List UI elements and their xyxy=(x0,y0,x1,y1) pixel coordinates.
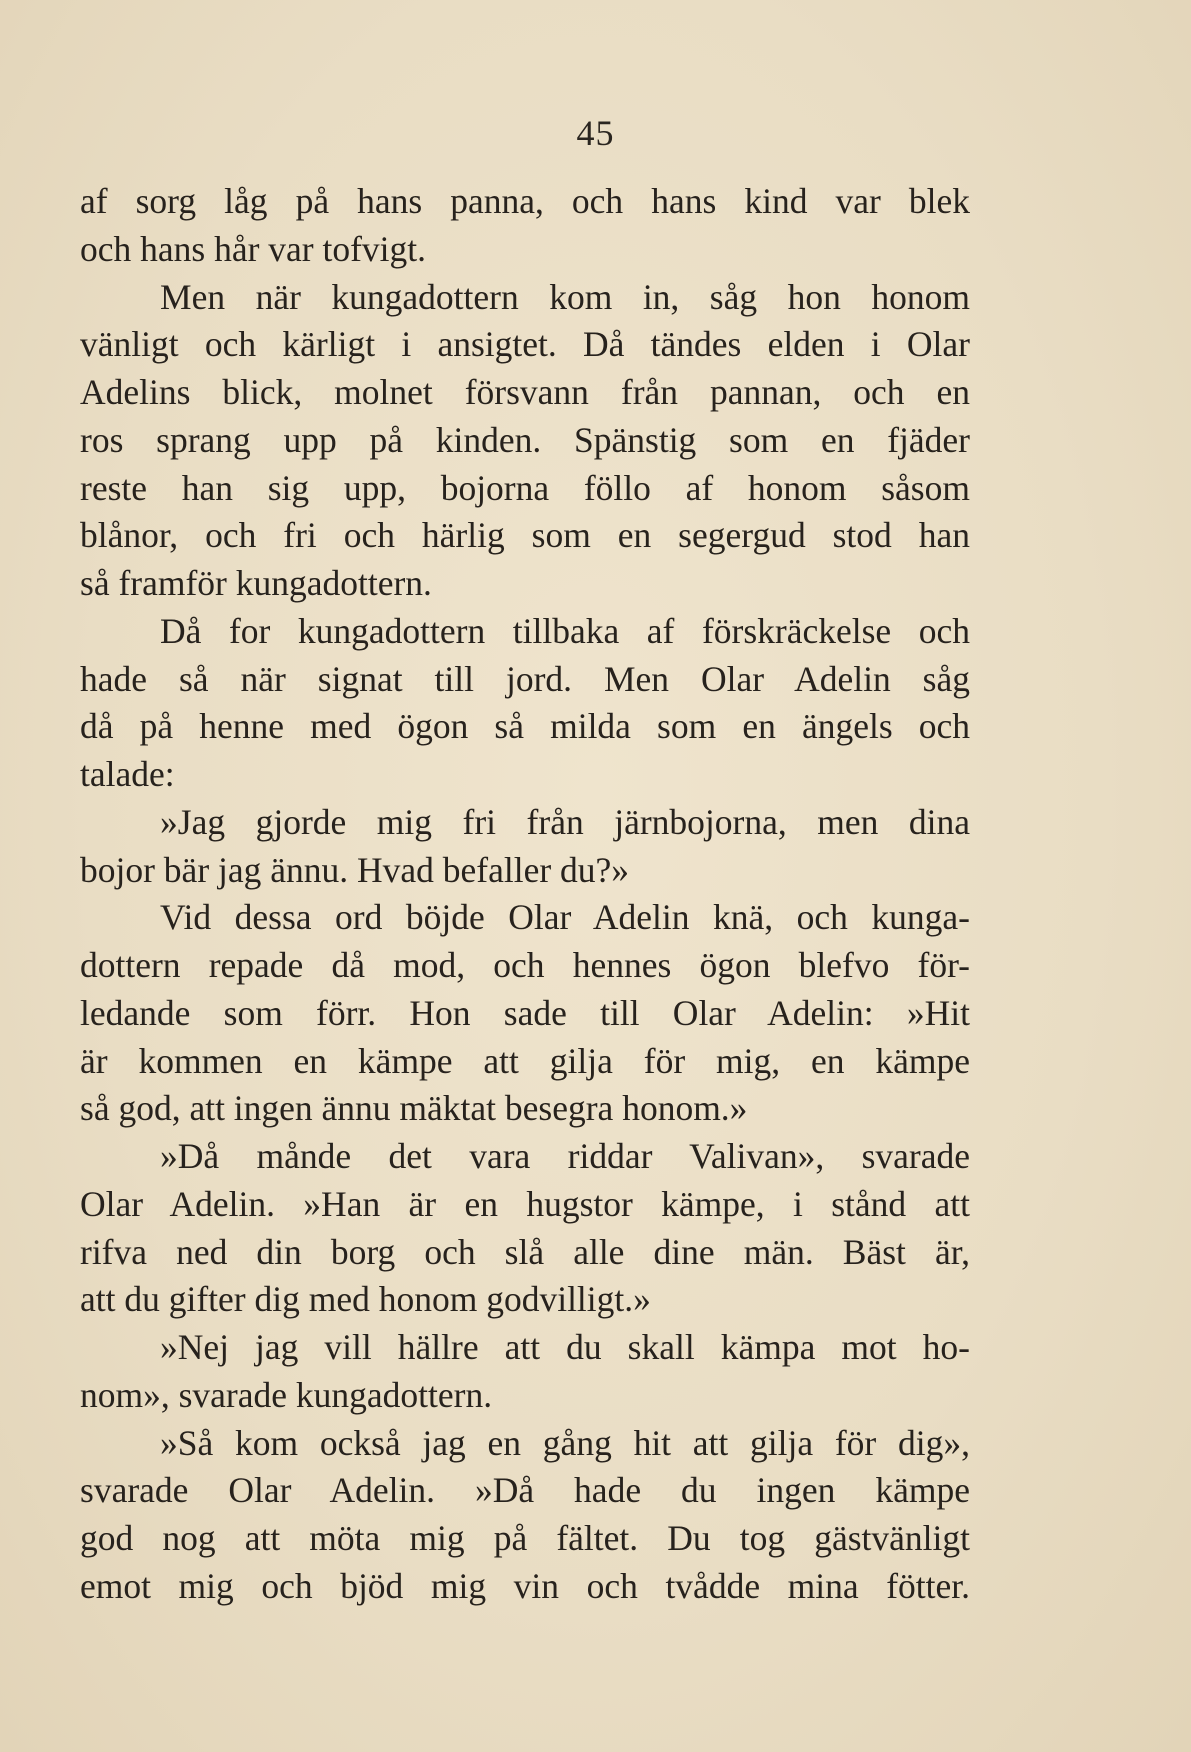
text-line: Vid dessa ord böjde Olar Adelin knä, och kunga- xyxy=(160,897,970,938)
text-line: blånor, och fri och härlig som en segergud stod han xyxy=(80,515,970,556)
text-line: »Jag gjorde mig fri från järnbojorna, men dina xyxy=(160,801,970,842)
body-text xyxy=(80,178,970,1611)
text-line: talade: xyxy=(80,754,175,794)
text-line: »Nej jag vill hällre att du skall kämpa mot ho- xyxy=(160,1327,970,1367)
page-number: 45 xyxy=(576,113,615,153)
text-line: då på henne med ögon så milda som en ängels och xyxy=(80,706,970,747)
text-line: att du gifter dig med honom godvilligt.» xyxy=(80,1279,651,1320)
text-line: Adelins blick, molnet försvann från pannan, och en xyxy=(80,372,970,412)
text-line: bojor bär jag ännu. Hvad befaller du?» xyxy=(80,849,630,890)
text-line: reste han sig upp, bojorna föllo af honom såsom xyxy=(80,467,970,508)
text-line: ledande som förr. Hon sade till Olar Adelin: »Hit xyxy=(80,992,970,1033)
text-line: svarade Olar Adelin. »Då hade du ingen kämpe xyxy=(80,1470,970,1511)
text-line: är kommen en kämpe att gilja för mig, en kämpe xyxy=(80,1040,970,1081)
text-line: så god, att ingen ännu mäktat besegra honom.» xyxy=(80,1088,748,1129)
text-line: ros sprang upp på kinden. Spänstig som en fjäder xyxy=(80,419,970,460)
text-line: rifva ned din borg och slå alle dine män. Bäst är, xyxy=(80,1231,970,1272)
text-line: Då for kungadottern tillbaka af förskräckelse och xyxy=(160,610,970,651)
text-line: och hans hår var tofvigt. xyxy=(80,228,427,269)
text-line: Men när kungadottern kom in, såg hon honom xyxy=(160,276,970,317)
text-line: nom», svarade kungadottern. xyxy=(80,1374,493,1415)
text-line: god nog att möta mig på fältet. Du tog gästvänligt xyxy=(80,1518,970,1558)
text-line: »Då månde det vara riddar Valivan», svarade xyxy=(160,1136,970,1176)
text-line: »Så kom också jag en gång hit att gilja för dig», xyxy=(160,1422,970,1463)
text-line: Olar Adelin. »Han är en hugstor kämpe, i stånd att xyxy=(80,1183,970,1224)
text-line: dottern repade då mod, och hennes ögon blefvo för- xyxy=(80,945,970,985)
text-line: så framför kungadottern. xyxy=(80,563,432,603)
text-line: hade så när signat till jord. Men Olar Adelin såg xyxy=(80,658,970,699)
text-line: vänligt och kärligt i ansigtet. Då tändes elden i Olar xyxy=(80,324,970,365)
text-line: af sorg låg på hans panna, och hans kind var blek xyxy=(80,181,970,221)
text-line: emot mig och bjöd mig vin och tvådde mina fötter. xyxy=(80,1565,970,1606)
